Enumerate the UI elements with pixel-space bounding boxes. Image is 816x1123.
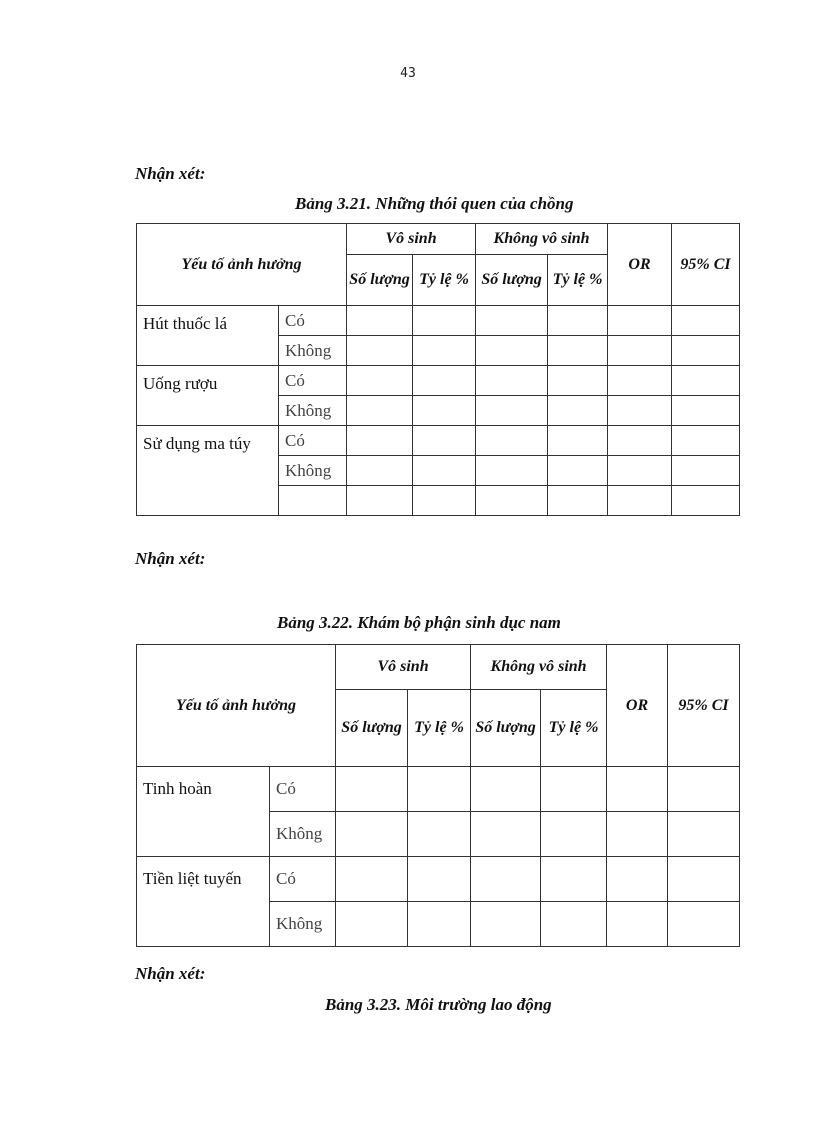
page-number: 43 [400, 66, 416, 81]
header-percent: Tỷ lệ % [413, 255, 476, 306]
table-caption: Bảng 3.23. Môi trường lao động [325, 995, 552, 1014]
header-infertile: Vô sinh [347, 224, 476, 255]
row-option: Không [270, 812, 336, 857]
row-group-label: Sử dụng ma túy [137, 426, 279, 516]
row-option: Có [270, 767, 336, 812]
header-ci: 95% CI [672, 224, 740, 306]
row-option: Có [279, 366, 347, 396]
header-count: Số lượng [476, 255, 548, 306]
remark-label: Nhận xét: [135, 164, 206, 183]
row-group-label: Tinh hoàn [137, 767, 270, 857]
table-caption: Bảng 3.22. Khám bộ phận sinh dục nam [277, 613, 561, 632]
header-percent: Tỷ lệ % [541, 690, 607, 767]
row-option: Có [270, 857, 336, 902]
header-factor: Yếu tố ảnh hưởng [137, 645, 336, 767]
header-not-infertile: Không vô sinh [476, 224, 608, 255]
table-male-exam [136, 644, 740, 947]
row-option: Không [279, 336, 347, 366]
table-habits [136, 223, 740, 516]
row-option: Có [279, 426, 347, 456]
header-or: OR [608, 224, 672, 306]
header-or: OR [607, 645, 668, 767]
header-percent: Tỷ lệ % [548, 255, 608, 306]
row-option: Không [270, 902, 336, 947]
row-option: Có [279, 306, 347, 336]
row-option: Không [279, 456, 347, 486]
header-count: Số lượng [347, 255, 413, 306]
row-group-label: Tiền liệt tuyến [137, 857, 270, 947]
header-percent: Tỷ lệ % [408, 690, 471, 767]
remark-label: Nhận xét: [135, 549, 206, 568]
remark-label: Nhận xét: [135, 964, 206, 983]
row-group-label: Hút thuốc lá [137, 306, 279, 366]
row-option: Không [279, 396, 347, 426]
header-factor: Yếu tố ảnh hưởng [137, 224, 347, 306]
header-count: Số lượng [336, 690, 408, 767]
header-infertile: Vô sinh [336, 645, 471, 690]
table-caption: Bảng 3.21. Những thói quen của chồng [295, 194, 574, 213]
header-count: Số lượng [471, 690, 541, 767]
header-ci: 95% CI [668, 645, 740, 767]
row-group-label: Uống rượu [137, 366, 279, 426]
header-not-infertile: Không vô sinh [471, 645, 607, 690]
